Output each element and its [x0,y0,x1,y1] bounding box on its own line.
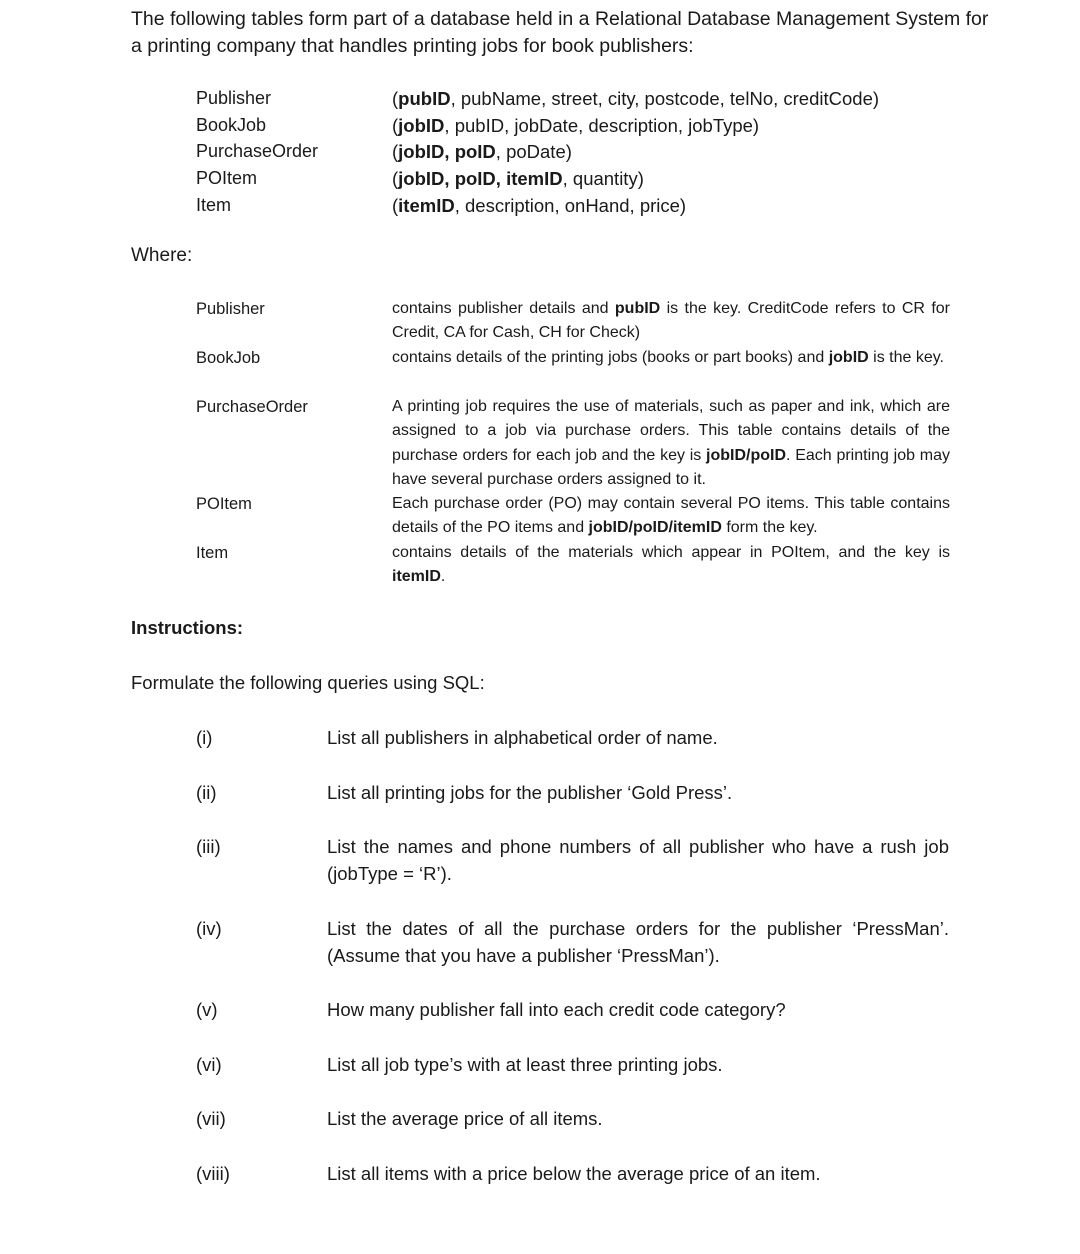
schema-attributes: (jobID, poID, itemID, quantity) [392,168,644,189]
intro-paragraph: The following tables form part of a database held in a Relational Database Management System for a printing company that handles printing jobs for book publishers: [131,8,989,57]
description-table-name: PurchaseOrder [196,398,308,416]
question-number: (i) [196,727,213,748]
formulate-text: Formulate the following queries using SQL: [131,672,485,693]
schema-key: jobID, poID, itemID [398,168,563,189]
question-text: List all job type’s with at least three printing jobs. [327,1054,723,1075]
schema-table-name: BookJob [196,115,267,135]
description-text: contains details of the materials which appear in POItem, and the key is itemID. [392,544,950,586]
instructions-heading: Instructions: [131,617,244,638]
schema-attributes: (pubID, pubName, street, city, postcode, telNo, creditCode) [392,88,880,109]
schema-key: jobID [398,115,445,136]
question-text: List all publishers in alphabetical order of name. [327,727,718,748]
question-text: List all printing jobs for the publisher ‘Gold Press’. [327,782,733,803]
schema-attributes: (itemID, description, onHand, price) [392,195,687,216]
question-number: (iv) [196,918,222,939]
description-text: contains details of the printing jobs (books or part books) and jobID is the key. [392,349,944,366]
question-text: How many publisher fall into each credit code category? [327,999,786,1020]
schema-row-poitem [196,165,996,192]
description-table-name: POItem [196,495,252,513]
description-table-name: Item [196,544,229,562]
question-number: (iii) [196,836,221,857]
schema-table-name: Publisher [196,88,272,108]
description-text: A printing job requires the use of materials, such as paper and ink, which are assigned to a job via purchase orders. This table contains details of the purchase orders for each job and the key is jobID/poID. Each printing job may have several purchase orders assigned to it. [392,398,951,488]
schema-attributes: (jobID, poID, poDate) [392,141,572,162]
question-number: (viii) [196,1163,230,1184]
schema-key: jobID, poID [398,141,496,162]
description-table-name: Publisher [196,300,265,318]
schema-row-item [196,192,996,219]
schema-table-name: PurchaseOrder [196,141,319,161]
question-text: List the names and phone numbers of all publisher who have a rush job (jobType = ‘R’). [327,836,949,884]
description-text: Each purchase order (PO) may contain several PO items. This table contains details of the PO items and jobID/poID/itemID form the key. [392,495,950,537]
schema-key: pubID [398,88,451,109]
description-text: contains publisher details and pubID is the key. CreditCode refers to CR for Credit, CA for Cash, CH for Check) [392,300,951,342]
schema-row-bookjob [196,112,996,139]
schema-row-publisher [196,85,996,112]
where-label: Where: [131,245,193,266]
question-number: (vi) [196,1054,222,1075]
schema-attributes: (jobID, pubID, jobDate, description, jobType) [392,115,760,136]
schema-table-name: POItem [196,168,258,188]
schema-table-name: Item [196,195,232,215]
schema-row-purchaseorder [196,138,996,165]
question-number: (vii) [196,1108,226,1129]
question-text: List the average price of all items. [327,1108,603,1129]
question-number: (v) [196,999,218,1020]
question-text: List all items with a price below the average price of an item. [327,1163,821,1184]
description-table-name: BookJob [196,349,261,367]
schema-key: itemID [398,195,455,216]
question-text: List the dates of all the purchase orders for the publisher ‘PressMan’. (Assume that you have a publisher ‘PressMan’). [327,918,949,966]
question-number: (ii) [196,782,217,803]
